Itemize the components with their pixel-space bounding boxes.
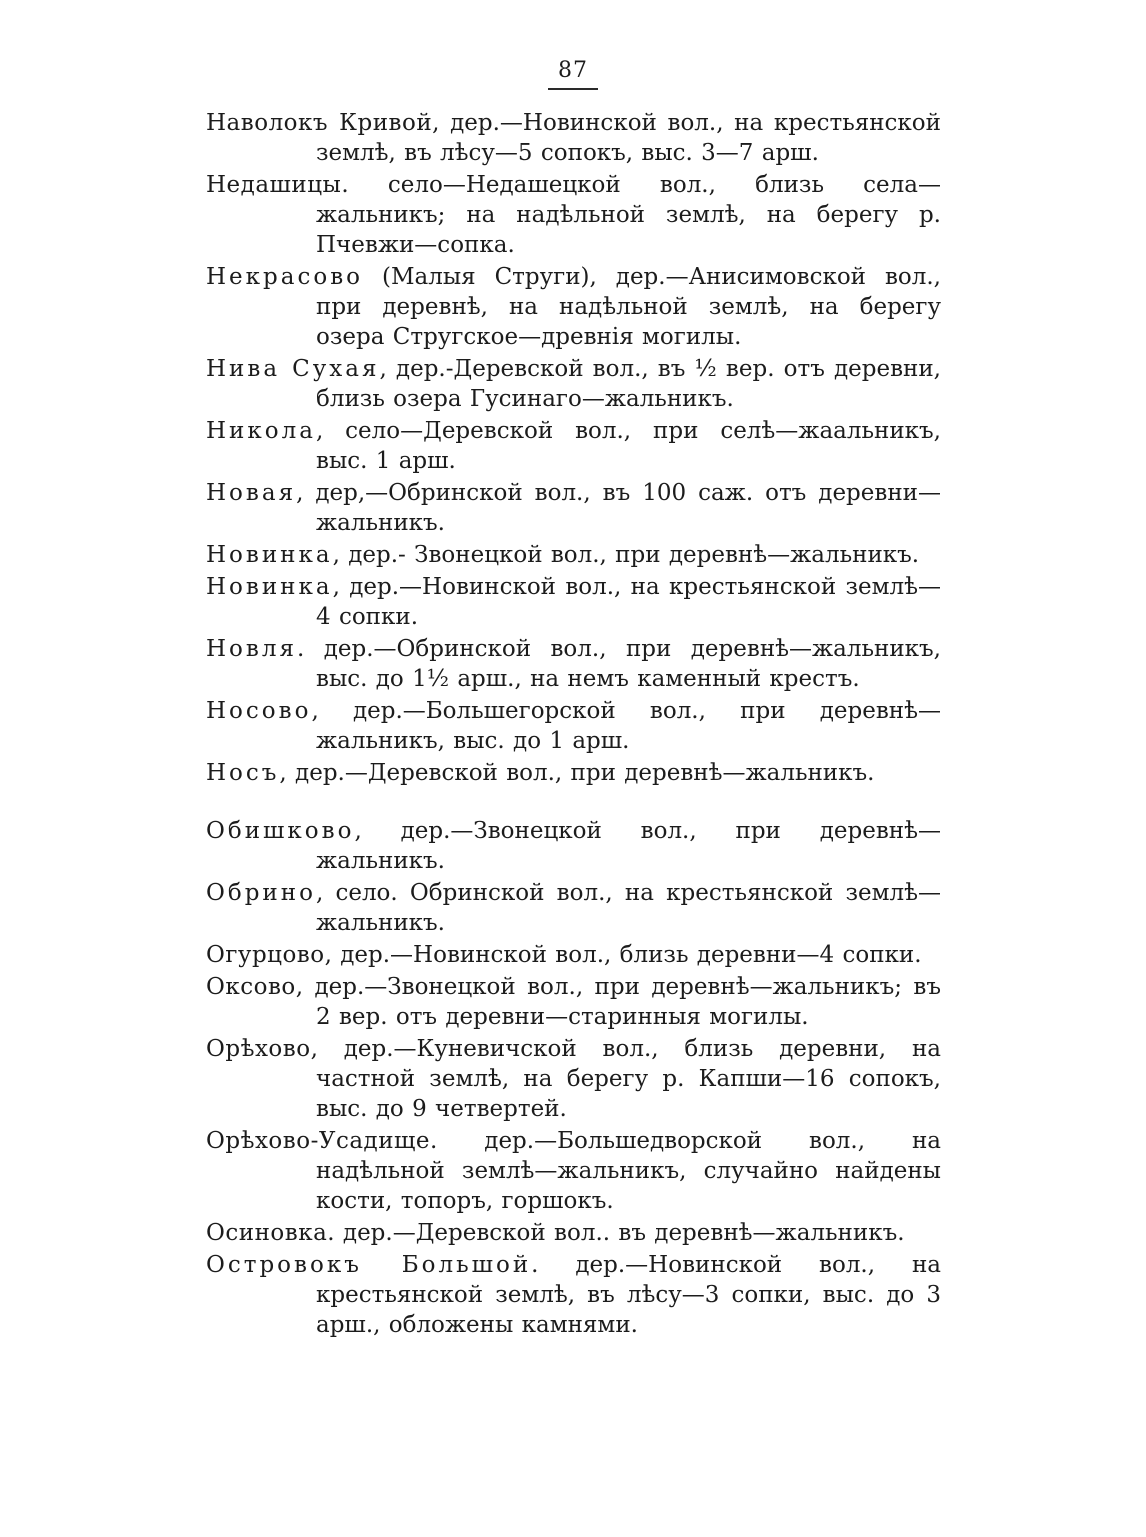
gazetteer-entry bbox=[206, 1126, 941, 1216]
entry-place-name: Обишково bbox=[206, 818, 355, 844]
entries-section-n bbox=[206, 108, 941, 788]
gazetteer-entry bbox=[206, 816, 941, 876]
entry-description: . дер.—Новинской вол., на крестьянской землѣ, въ лѣсу—3 сопки, выс. до 3 арш., обложены камнями. bbox=[316, 1252, 941, 1338]
entry-place-name: Наволокъ Кривой bbox=[206, 110, 433, 136]
entry-description: . дер.—Большедворской вол., на надѣльной землѣ—жальникъ, случайно найдены кости, топоръ, горшокъ. bbox=[316, 1128, 941, 1214]
entry-description: , дер,—Обринской вол., въ 100 саж. отъ деревни—жальникъ. bbox=[296, 480, 941, 536]
entry-place-name: Огурцово bbox=[206, 942, 325, 968]
gazetteer-entry bbox=[206, 478, 941, 538]
gazetteer-entry bbox=[206, 634, 941, 694]
entry-place-name: Носово bbox=[206, 698, 312, 724]
gazetteer-entry bbox=[206, 170, 941, 260]
gazetteer-entry bbox=[206, 572, 941, 632]
entry-place-name: Новинка bbox=[206, 542, 333, 568]
entry-place-name: Орѣхово-Усадище bbox=[206, 1128, 431, 1154]
page-number-rule bbox=[548, 88, 598, 90]
entry-place-name: Новая bbox=[206, 480, 297, 506]
entry-description: , дер.—Звонецкой вол., при деревнѣ—жальникъ. bbox=[316, 818, 941, 874]
gazetteer-entry bbox=[206, 354, 941, 414]
entry-place-name: Нива Сухая bbox=[206, 356, 380, 382]
entry-description: (Малыя Струги), дер.—Анисимовской вол., при деревнѣ, на надѣльной землѣ, на берегу озера Стругское—древнія могилы. bbox=[316, 264, 941, 350]
entry-place-name: Носъ bbox=[206, 760, 280, 786]
entry-description: , дер.—Куневичской вол., близь деревни, на частной землѣ, на берегу р. Капши—16 сопокъ, выс. до 9 четвертей. bbox=[310, 1036, 941, 1122]
entry-place-name: Некрасово bbox=[206, 264, 364, 290]
gazetteer-entry bbox=[206, 1218, 941, 1248]
text-column bbox=[206, 108, 941, 1342]
entries-section-o bbox=[206, 816, 941, 1340]
entry-description: . село—Недашецкой вол., близь села—жальникъ; на надѣльной землѣ, на берегу р. Пчевжи—сопка. bbox=[316, 172, 941, 258]
entry-description: , дер.-Деревской вол., въ ½ вер. отъ деревни, близь озера Гусинаго—жальникъ. bbox=[316, 356, 941, 412]
entry-description: , дер.—Новинской вол., на крестьянской землѣ—4 сопки. bbox=[316, 574, 941, 630]
entry-description: , село. Обринской вол., на крестьянской землѣ—жальникъ. bbox=[315, 880, 941, 936]
page-number: 87 bbox=[558, 58, 588, 83]
entry-place-name: Островокъ Большой bbox=[206, 1252, 532, 1278]
entry-place-name: Никола bbox=[206, 418, 316, 444]
gazetteer-entry bbox=[206, 696, 941, 756]
gazetteer-entry bbox=[206, 940, 941, 970]
entry-description: , дер.—Новинской вол., на крестьянской землѣ, въ лѣсу—5 сопокъ, выс. 3—7 арш. bbox=[316, 110, 941, 166]
entry-place-name: Обрино bbox=[206, 880, 316, 906]
gazetteer-entry bbox=[206, 1250, 941, 1340]
entry-place-name: Новля bbox=[206, 636, 297, 662]
section-gap bbox=[206, 790, 941, 816]
entry-place-name: Оксово bbox=[206, 974, 296, 1000]
gazetteer-entry bbox=[206, 262, 941, 352]
entry-description: , дер.- Звонецкой вол., при деревнѣ—жальникъ. bbox=[332, 542, 920, 568]
entry-description: , село—Деревской вол., при селѣ—жаальникъ, выс. 1 арш. bbox=[315, 418, 941, 474]
entry-description: , дер.—Деревской вол., при деревнѣ—жальникъ. bbox=[279, 760, 875, 786]
gazetteer-entry bbox=[206, 540, 941, 570]
entry-description: . дер.—Обринской вол., при деревнѣ—жальникъ, выс. до 1½ арш., на немъ каменный крестъ. bbox=[296, 636, 941, 692]
entry-description: , дер.—Новинской вол., близь деревни—4 сопки. bbox=[324, 942, 922, 968]
gazetteer-entry bbox=[206, 972, 941, 1032]
entry-description: , дер.—Большегорской вол., при деревнѣ—жальникъ, выс. до 1 арш. bbox=[311, 698, 941, 754]
gazetteer-entry bbox=[206, 416, 941, 476]
gazetteer-entry bbox=[206, 758, 941, 788]
entry-description: , дер.—Звонецкой вол., при деревнѣ—жальникъ; въ 2 вер. отъ деревни—старинныя могилы. bbox=[295, 974, 941, 1030]
entry-place-name: Осиновка bbox=[206, 1220, 328, 1246]
entry-description: . дер.—Деревской вол.. въ деревнѣ—жальникъ. bbox=[327, 1220, 905, 1246]
gazetteer-entry bbox=[206, 878, 941, 938]
gazetteer-entry bbox=[206, 1034, 941, 1124]
entry-place-name: Орѣхово bbox=[206, 1036, 311, 1062]
gazetteer-entry bbox=[206, 108, 941, 168]
entry-place-name: Новинка bbox=[206, 574, 333, 600]
entry-place-name: Недашицы bbox=[206, 172, 342, 198]
